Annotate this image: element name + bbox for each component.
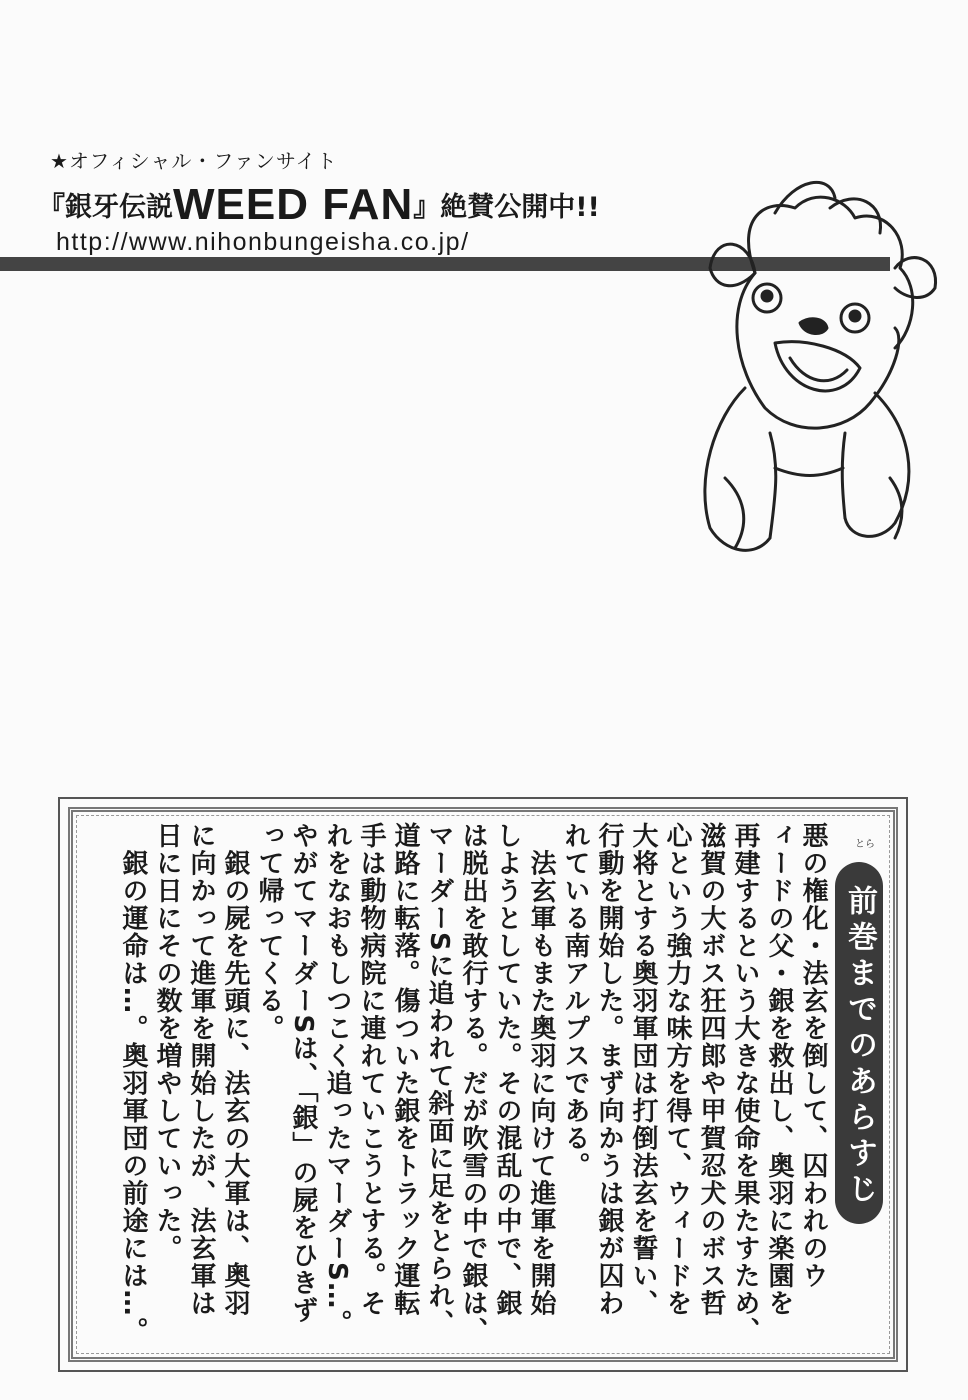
synopsis-heading: 前巻までのあらすじ (842, 885, 877, 1209)
site-tagline: ★オフィシャル・ファンサイト (50, 149, 338, 173)
site-title-prefix: 『銀牙伝説 (38, 192, 173, 223)
site-title-name: WEED FAN (173, 180, 414, 229)
dog-illustration (655, 178, 955, 568)
synopsis-body: 悪の権化・法玄を倒して、囚われのウ ィードの父・銀を救出し、奥羽に楽園を 再建するという大きな使命を果たすため、 滋賀の大ボス狂四郎や甲賀忍犬のボス哲 心という強力な味方を得て、ウィードを 大将とする奥羽軍団は打倒法玄を誓い、 行動を開始した。まず向かうは銀が囚わ れている南アルプスである。 法玄軍もまた奥羽に向けて進軍を開始 しようとしていた。その混乱の中で、銀 は脱出を敢行する。だが吹雪の中で銀は、 マーダーSに追われて斜面に足をとられ、 道路に転落。傷ついた銀をトラック運転 手は動物病院に連れていこうとする。そ れをなおもしつこく追ったマーダーS…。 やがてマーダーSは、「銀」の屍をひきず って帰ってくる。 銀の屍を先頭に、法玄の大軍は、奥羽 に向かって進軍を開始したが、法玄軍は 日に日にその数を増やしていった。 銀の運命は…。奥羽軍団の前途には…。 (118, 822, 828, 1345)
site-url[interactable]: http://www.nihonbungeisha.co.jp/ (56, 228, 470, 256)
site-title-suffix: 』絶賛公開中!! (413, 192, 600, 223)
ruby-annotation: とら (855, 839, 875, 850)
site-title (38, 180, 600, 230)
